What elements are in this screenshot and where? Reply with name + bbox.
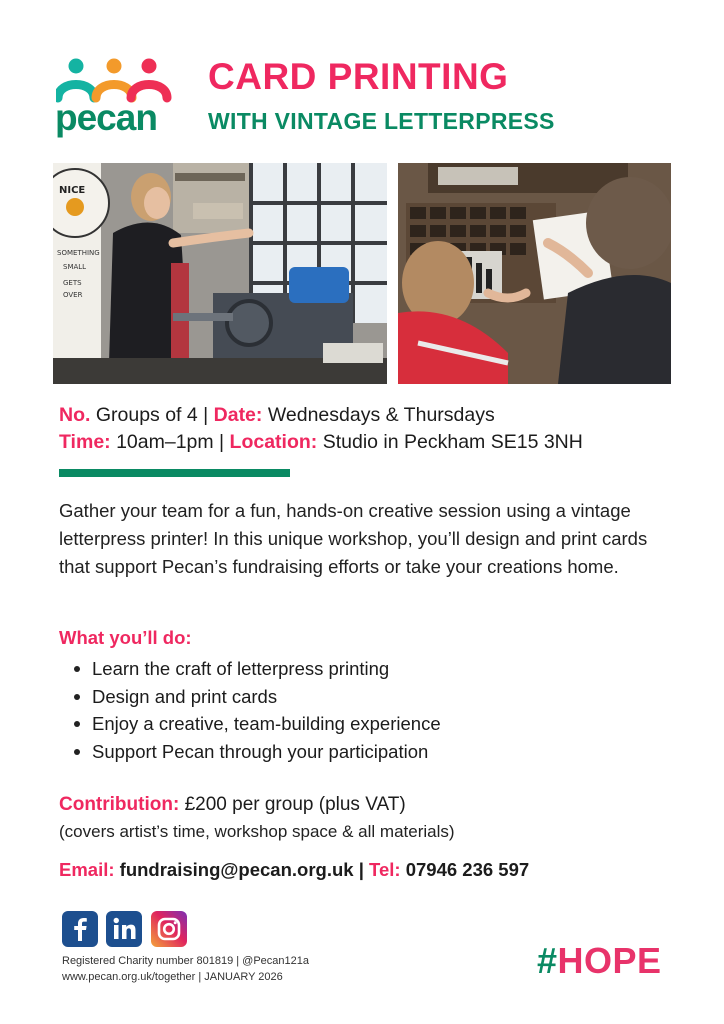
tel-label: Tel: <box>369 859 401 880</box>
footer-charity-line: Registered Charity number 801819 | @Pecan121a <box>62 955 310 967</box>
logo-wordmark: pecan <box>55 97 157 138</box>
time-label: Time: <box>59 431 111 453</box>
what-youll-do-heading: What you’ll do: <box>59 627 192 648</box>
sign-text-over: OVER <box>63 291 83 299</box>
sign-text-nice: NICE <box>59 185 86 196</box>
no-value: Groups of 4 | <box>90 404 214 426</box>
contribution-covers: (covers artist’s time, workshop space & all materials) <box>59 822 455 841</box>
hope-hashtag <box>537 940 662 982</box>
hope-word: HOPE <box>557 940 662 981</box>
page-subtitle: WITH VINTAGE LETTERPRESS <box>208 108 555 134</box>
location-label: Location: <box>229 431 318 453</box>
time-value: 10am–1pm | <box>110 431 230 453</box>
instagram-icon[interactable] <box>151 911 187 947</box>
contribution-line <box>59 794 406 816</box>
contact-line <box>59 859 529 881</box>
contribution-label: Contribution: <box>59 794 180 815</box>
hope-hash: # <box>537 940 558 981</box>
sign-text-something: SOMETHING <box>57 249 100 257</box>
no-label: No. <box>59 404 91 426</box>
tel-link[interactable]: 07946 236 597 <box>400 859 530 880</box>
list-item: Enjoy a creative, team-building experience <box>68 710 441 738</box>
contribution-value: £200 per group (plus VAT) <box>179 794 406 815</box>
details-line-1 <box>59 404 495 427</box>
date-value: Wednesdays & Thursdays <box>262 404 495 426</box>
intro-paragraph: Gather your team for a fun, hands-on creative session using a vintage letterpress printer! In this unique workshop, you’ll design and print cards that support Pecan’s fundraising efforts or take your creations home. <box>59 500 648 577</box>
activities-list <box>68 655 441 765</box>
facebook-icon[interactable] <box>62 911 98 947</box>
type-case-photo <box>398 163 671 384</box>
footer-website-line: www.pecan.org.uk/together | JANUARY 2026 <box>62 971 283 983</box>
email-label: Email: <box>59 859 115 880</box>
list-item: Learn the craft of letterpress printing <box>68 655 441 683</box>
details-line-2 <box>59 431 583 454</box>
sign-text-gets: GETS <box>63 279 82 287</box>
linkedin-icon[interactable] <box>106 911 142 947</box>
green-divider <box>59 469 290 477</box>
list-item: Support Pecan through your participation <box>68 738 441 766</box>
location-value: Studio in Peckham SE15 3NH <box>317 431 583 453</box>
list-item: Design and print cards <box>68 683 441 711</box>
sign-text-small: SMALL <box>63 263 87 271</box>
email-link[interactable]: fundraising@pecan.org.uk | <box>114 859 370 880</box>
date-label: Date: <box>213 404 263 426</box>
page-title: CARD PRINTING <box>208 56 509 97</box>
letterpress-machine-photo <box>53 163 387 384</box>
